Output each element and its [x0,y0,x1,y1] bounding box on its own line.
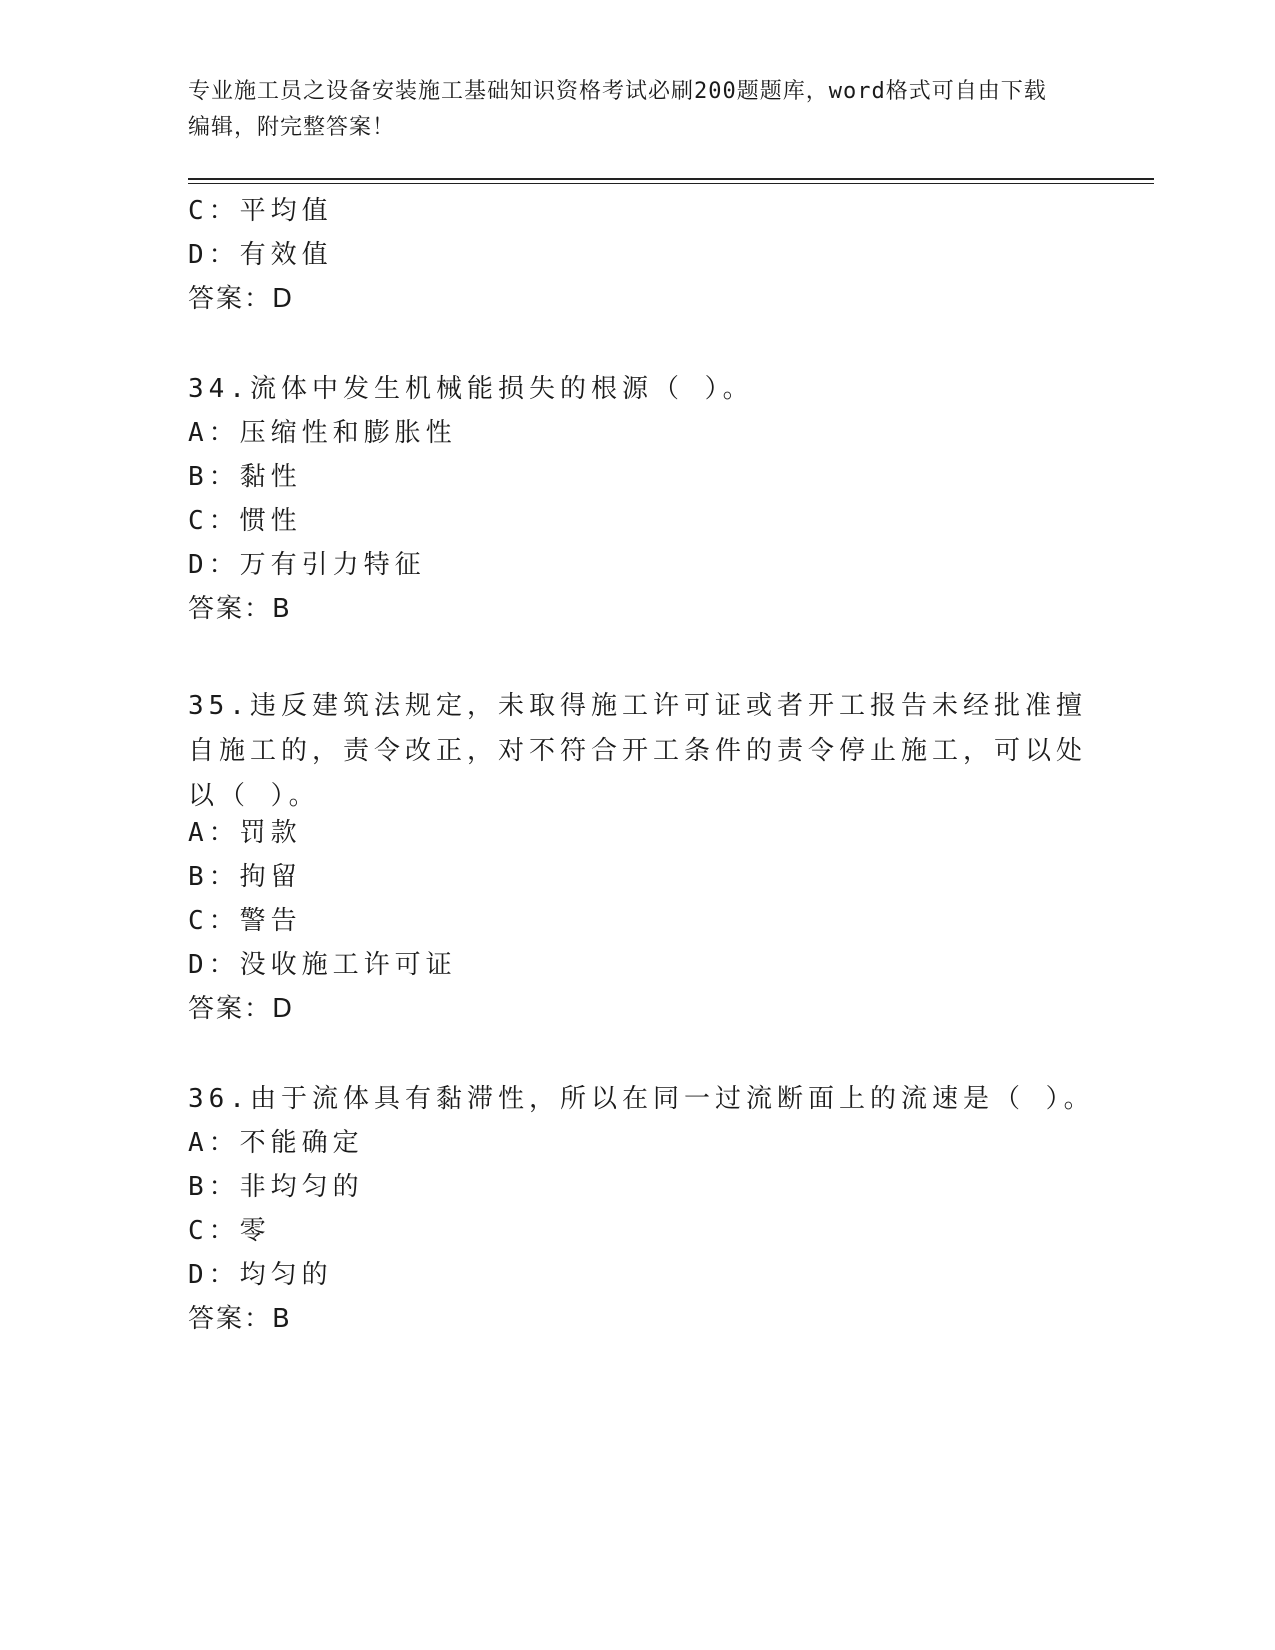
q34-option-a: A：压缩性和膨胀性 [188,418,457,448]
q36-option-c: C：零 [188,1216,271,1246]
q36-answer: 答案：B [188,1304,292,1334]
q35-option-a: A：罚款 [188,818,302,848]
question-35-text: 35.违反建筑法规定，未取得施工许可证或者开工报告未经批准擅自施工的，责令改正，对不符合开工条件的责令停止施工，可以处以（ ）。 [188,691,1088,811]
header-divider-thick [188,178,1154,180]
q35-answer: 答案：D [188,994,295,1024]
document-header-title: 专业施工员之设备安装施工基础知识资格考试必刷200题题库，word格式可自由下载编辑，附完整答案！ [188,79,1047,140]
q34-option-b: B：黏性 [188,462,302,492]
q34-option-c: C：惯性 [188,506,302,536]
q34-option-d: D：万有引力特征 [188,550,426,580]
q36-option-d: D：均匀的 [188,1260,333,1290]
q35-option-b: B：拘留 [188,862,302,892]
q35-option-d: D：没收施工许可证 [188,950,457,980]
q35-option-c: C：警告 [188,906,302,936]
question-34-text: 34.流体中发生机械能损失的根源（ ）。 [188,374,754,404]
question-36-text: 36.由于流体具有黏滞性，所以在同一过流断面上的流速是（ ）。 [188,1084,1095,1114]
q36-option-b: B：非均匀的 [188,1172,364,1202]
q36-option-a: A：不能确定 [188,1128,364,1158]
header-divider-thin [188,183,1154,184]
q34-answer: 答案：B [188,594,292,624]
answer-line: 答案：D [188,284,295,314]
option-c: C：平均值 [188,196,333,226]
option-d: D：有效值 [188,240,333,270]
